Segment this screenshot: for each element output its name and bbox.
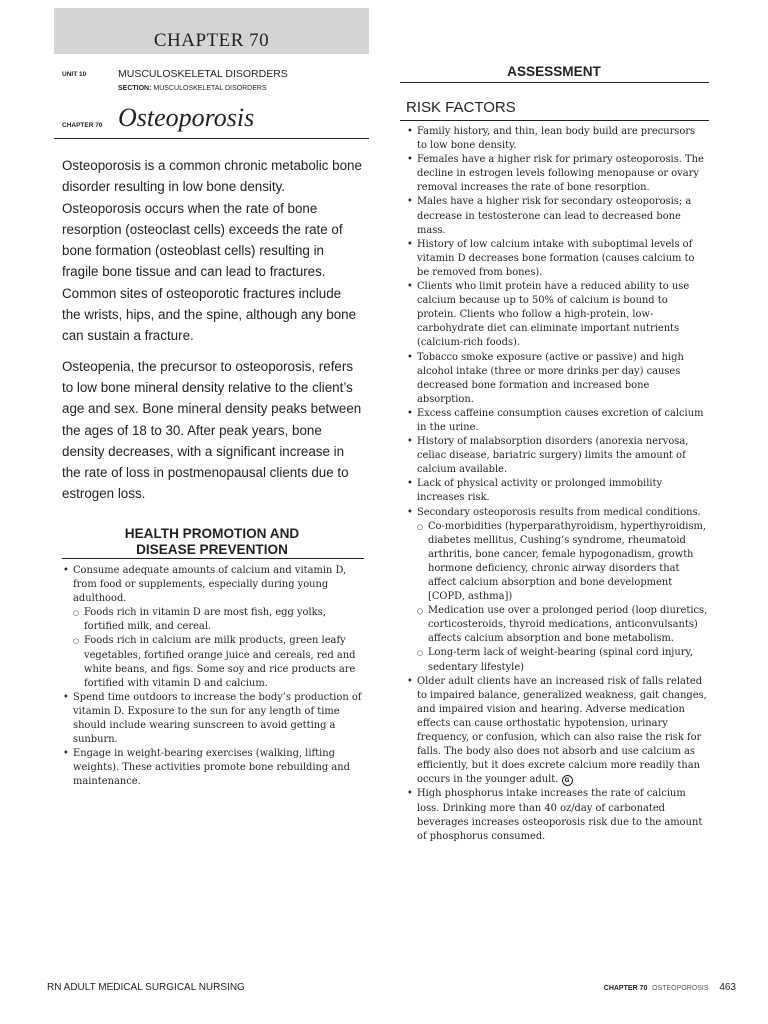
- gerontology-icon: G: [562, 775, 573, 786]
- list-item: • History of low calcium intake with suboptimal levels of vitamin D decreases bone formation (causes calcium to be removed from bones).: [406, 238, 708, 280]
- list-item: • Tobacco smoke exposure (active or passive) and high alcohol intake (three or more drinks per day) causes decreased bone formation and increased bone absorption.: [406, 351, 708, 407]
- heading-line: HEALTH PROMOTION AND: [124, 526, 300, 541]
- chapter-banner-text: CHAPTER 70: [153, 30, 270, 51]
- footer-book-title: RN ADULT MEDICAL SURGICAL NURSING: [47, 982, 245, 993]
- intro-paragraph: Osteoporosis is a common chronic metabolic bone disorder resulting in low bone density. Osteoporosis occurs when the rate of bone resorption (osteoclast cells) exceeds the rate of bone formation (osteoblast cells) resulting in fragile bone tissue and can lead to fractures. Common sites of osteoporotic fractures include the wrists, hips, and the spine, although any bone can sustain a fracture.: [62, 158, 362, 344]
- section-line: [118, 85, 267, 92]
- list-item: • History of malabsorption disorders (anorexia nervosa, celiac disease, bariatric surgery) limits the amount of calcium available.: [406, 435, 708, 477]
- intro-text: [62, 155, 362, 514]
- list-item: • Females have a higher risk for primary osteoporosis. The decline in estrogen levels following menopause or ovary removal increases the rate of bone resorption.: [406, 153, 708, 195]
- footer-topic: OSTEOPOROSIS: [652, 985, 709, 992]
- list-item: • Engage in weight-bearing exercises (walking, lifting weights). These activities promote bone rebuilding and maintenance.: [62, 747, 367, 789]
- list-item: • Clients who limit protein have a reduced ability to use calcium because up to 50% of calcium is bound to protein. Clients who follow a high-protein, low-carbohydrate diet can eliminate important nutrients (calcium-rich foods).: [406, 280, 708, 350]
- sub-list-item: ○ Medication use over a prolonged period (loop diuretics, corticosteroids, thyroid medications, anticonvulsants) affects calcium absorption and bone metabolism.: [417, 604, 708, 646]
- list-item-text: Secondary osteoporosis results from medical conditions.: [417, 506, 701, 518]
- section-divider: [62, 558, 364, 559]
- section-label: SECTION:: [118, 85, 152, 92]
- footer-chapter: CHAPTER 70: [603, 985, 648, 992]
- chapter-label: CHAPTER 70: [62, 122, 103, 129]
- sub-list: [73, 606, 367, 691]
- footer-chapter-info: [604, 982, 736, 993]
- unit-label: UNIT 10: [62, 71, 87, 78]
- health-promotion-heading: [62, 526, 362, 557]
- sub-list-item: ○ Co-morbidities (hyperparathyroidism, hyperthyroidism, diabetes mellitus, Cushing’s syndrome, rheumatoid arthritis, bone cancer, female hypogonadism, growth hormone deficiency, chronic airway disorders that affect calcium absorption and bone development [COPD, asthma]): [417, 520, 708, 605]
- sub-list-item: ○ Long-term lack of weight-bearing (spinal cord injury, sedentary lifestyle): [417, 646, 708, 674]
- title-divider: [54, 138, 369, 139]
- sub-list: [417, 520, 708, 675]
- health-promotion-list: [62, 564, 367, 790]
- section-divider: [400, 82, 709, 83]
- risk-factors-heading: RISK FACTORS: [406, 99, 516, 116]
- page-title: Osteoporosis: [118, 103, 255, 132]
- list-item: • Family history, and thin, lean body build are precursors to low bone density.: [406, 125, 708, 153]
- list-item: [62, 564, 367, 691]
- list-item-text: Consume adequate amounts of calcium and vitamin D, from food or supplements, especially during young adulthood.: [73, 565, 347, 605]
- list-item: • Spend time outdoors to increase the body’s production of vitamin D. Exposure to the sun for any length of time should include wearing sunscreen to avoid getting a sunburn.: [62, 691, 367, 747]
- section-divider: [400, 120, 709, 121]
- list-item: • Males have a higher risk for secondary osteoporosis; a decrease in testosterone can lead to decreased bone mass.: [406, 195, 708, 237]
- sub-list-item: ○ Foods rich in calcium are milk products, green leafy vegetables, fortified orange juice and cereals, red and white beans, and figs. Some soy and rice products are fortified with vitamin D and calcium.: [73, 634, 367, 690]
- list-item: [406, 506, 708, 675]
- chapter-banner: [54, 8, 369, 54]
- assessment-heading: ASSESSMENT: [507, 64, 601, 79]
- intro-paragraph: Osteopenia, the precursor to osteoporosis, refers to low bone mineral density relative to the client’s age and sex. Bone mineral density peaks between the ages of 18 to 30. After peak years, bone density decreases, with a significant increase in the rate of loss in postmenopausal clients due to estrogen loss.: [62, 358, 362, 502]
- risk-factors-list: [406, 125, 708, 844]
- list-item: • High phosphorus intake increases the rate of calcium loss. Drinking more than 40 oz/day of carbonated beverages increases osteoporosis risk due to the amount of phosphorus consumed.: [406, 787, 708, 843]
- list-item: • Excess caffeine consumption causes excretion of calcium in the urine.: [406, 407, 708, 435]
- page-number: 463: [719, 982, 736, 993]
- sub-list-item: ○ Foods rich in vitamin D are most fish, egg yolks, fortified milk, and cereal.: [73, 606, 367, 634]
- section-name: MUSCULOSKELETAL DISORDERS: [153, 85, 267, 92]
- list-item-text: Older adult clients have an increased risk of falls related to impaired balance, generalized weakness, gait changes, and impaired vision and hearing. Adverse medication effects can cause orthostatic hypotension, urinary frequency, or confusion, which can also raise the risk for falls. The body also does not absorb and use calcium as efficiently, but it does excrete calcium more readily than occurs in the younger adult.: [417, 675, 707, 786]
- list-item: [406, 675, 708, 788]
- list-item: • Lack of physical activity or prolonged immobility increases risk.: [406, 477, 708, 505]
- unit-name: MUSCULOSKELETAL DISORDERS: [118, 68, 288, 80]
- heading-line: DISEASE PREVENTION: [136, 541, 288, 557]
